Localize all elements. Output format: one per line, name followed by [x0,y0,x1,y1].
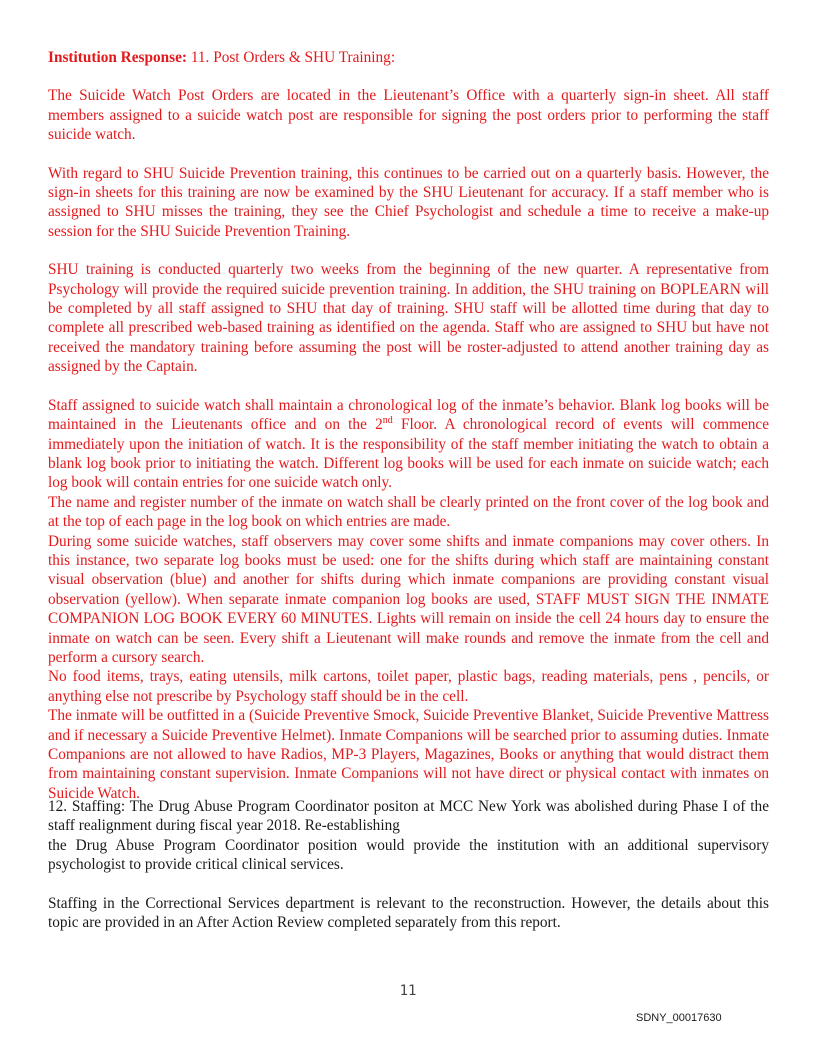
inmate-outfit-paragraph: The inmate will be outfitted in a (Suicide Preventive Smock, Suicide Preventive Blanket, Suicide Preventive Mattress and if necessary a Suicide Preventive Helmet). Inmate Companions will be searched prior to assuming duties. Inmate Companions are not allowed to have Radios, MP-3 Players, Magazines, Books or anything that would distract them from maintaining constant supervision. Inmate Companions will not have direct or physical contact with inmates on Suicide Watch. [48,707,769,802]
bates-number: SDNY_00017630 [636,1012,722,1024]
register-number-paragraph: The name and register number of the inmate on watch shall be clearly printed on the front cover of the log book and at the top of each page in the log book on which entries are made. [48,493,769,531]
shu-quarterly-paragraph: SHU training is conducted quarterly two weeks from the beginning of the new quarter. A representative from Psychology will provide the required suicide prevention training. In addition, the SHU training on BOPLEARN will be completed by all staff assigned to SHU that day of training. SHU staff will be allotted time during that day to complete all prescribed web-based training as identified on the agenda. Staff who are assigned to SHU but have not received the mandatory training before assuming the post will be roster-adjusted to attend another training day as assigned by the Captain. [48,261,769,376]
separate-log-books-paragraph: During some suicide watches, staff observers may cover some shifts and inmate companions may cover others. In this instance, two separate log books must be used: one for the shifts during which staff are maintaining constant visual observation (blue) and another for shifts during which inmate companions are providing constant visual observation (yellow). When separate inmate companion log books are used, STAFF MUST SIGN THE INMATE COMPANION LOG BOOK EVERY 60 MINUTES. Lights will remain on inside the cell 24 hours day to ensure the inmate on watch can be seen. Every shift a Lieutenant will make rounds and remove the inmate from the cell and perform a cursory search. [48,532,769,666]
institution-response-label: Institution Response: [48,49,187,66]
section-heading [48,48,769,67]
correctional-services-paragraph: Staffing in the Correctional Services department is relevant to the reconstruction. However, the details about this topic are provided in an After Action Review completed separately from this report. [48,894,769,932]
staffing-paragraph-line2: the Drug Abuse Program Coordinator position would provide the institution with an additional supervisory psychologist to provide critical clinical services. [48,836,769,874]
page-number: 11 [399,983,417,999]
section-12 [48,797,769,932]
log-book-paragraph: Staff assigned to suicide watch shall maintain a chronological log of the inmate’s behavior. Blank log books will be maintained in the Lieutenants office and on the 2nd Floor. A chronological record of events will commence immediately upon the initiation of watch. It is the responsibility of the staff member initiating the watch to obtain a blank log book prior to initiating the watch. Different log books will be used for each inmate on suicide watch; each log book will contain entries for one suicide watch only. [48,396,769,492]
prohibited-items-paragraph: No food items, trays, eating utensils, milk cartons, toilet paper, plastic bags, reading materials, pens , pencils, or anything else not prescribe by Psychology staff should be in the cell. [48,668,769,705]
post-orders-paragraph: The Suicide Watch Post Orders are located in the Lieutenant’s Office with a quarterly sign-in sheet. All staff members assigned to a suicide watch post are responsible for signing the post orders prior to performing the staff suicide watch. [48,87,769,144]
shu-training-paragraph: With regard to SHU Suicide Prevention training, this continues to be carried out on a quarterly basis. However, the sign-in sheets for this training are now be examined by the SHU Lieutenant for accuracy. If a staff member who is assigned to SHU misses the training, they see the Chief Psychologist and schedule a time to receive a make-up session for the SHU Suicide Prevention Training. [48,164,769,240]
staffing-paragraph-line1: 12. Staffing: The Drug Abuse Program Coordinator positon at MCC New York was abolished during Phase I of the staff realignment during fiscal year 2018. Re-establishing [48,798,769,835]
section-11 [48,48,769,803]
section-title: 11. Post Orders & SHU Training: [190,49,396,66]
